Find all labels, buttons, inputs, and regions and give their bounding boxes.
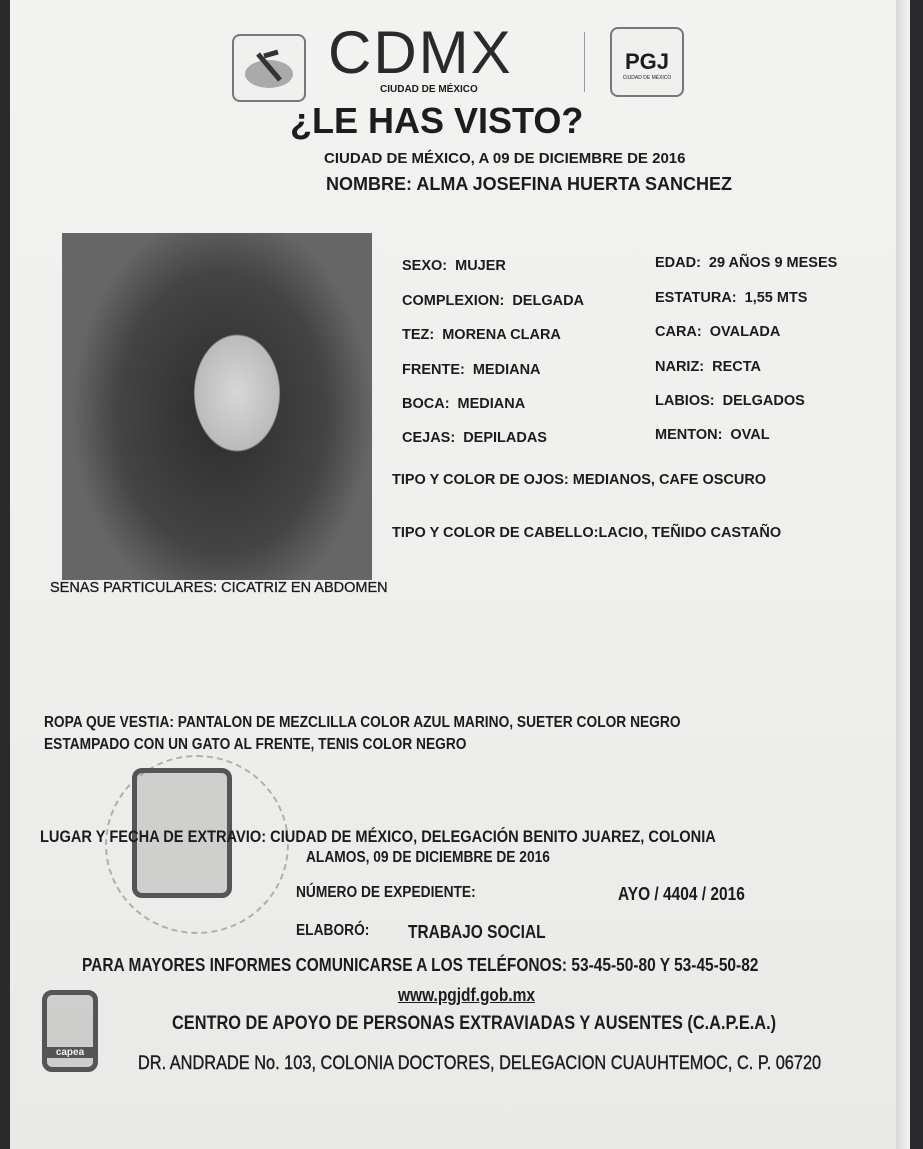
field-label: SEXO: [402,258,448,274]
center-name: CENTRO DE APOYO DE PERSONAS EXTRAVIADAS Y AUSENTES (C.A.P.E.A.) [172,1013,777,1034]
field-label: NARIZ: [655,359,705,375]
field-value: 29 AÑOS 9 MESES [708,255,838,271]
clothing-line-2: ESTAMPADO CON UN GATO AL FRENTE, TENIS COLOR NEGRO [44,736,467,753]
field-left-4 [402,396,525,412]
clothing-line-1: ROPA QUE VESTIA: PANTALON DE MEZCLILLA COLOR AZUL MARINO, SUETER COLOR NEGRO [44,714,681,731]
file-number-label: NÚMERO DE EXPEDIENTE: [296,884,476,901]
flyer-title: ¿LE HAS VISTO? [290,100,584,141]
missing-person-flyer [10,0,910,1149]
contact-phones: PARA MAYORES INFORMES COMUNICARSE A LOS TELÉFONOS: 53-45-50-80 Y 53-45-50-82 [82,955,759,975]
field-value: MEDIANA [457,396,526,412]
hair-field: TIPO Y COLOR DE CABELLO:LACIO, TEÑIDO CASTAÑO [392,525,782,541]
field-value: 1,55 MTS [744,290,808,306]
place-line-2: ALAMOS, 09 DE DICIEMBRE DE 2016 [306,849,550,866]
field-value: MUJER [455,258,506,274]
field-left-1 [402,293,584,309]
field-label: EDAD: [655,255,701,271]
cdmx-logo: CDMX [328,19,513,86]
field-value: MORENA CLARA [442,327,561,343]
field-label: CARA: [655,324,702,340]
field-label: CEJAS: [402,430,456,446]
field-right-3 [655,359,761,375]
field-value: RECTA [712,359,762,375]
field-label: BOCA: [402,396,450,412]
field-left-0 [402,258,506,274]
field-left-2 [402,327,561,343]
field-right-4 [655,393,805,409]
field-label: ESTATURA: [655,290,737,306]
field-value: DELGADOS [722,393,805,409]
field-value: OVAL [730,427,770,443]
author-value: TRABAJO SOCIAL [408,922,546,942]
website-link[interactable]: www.pgjdf.gob.mx [398,985,536,1005]
center-address: DR. ANDRADE No. 103, COLONIA DOCTORES, DELEGACION CUAUHTEMOC, C. P. 06720 [138,1053,822,1074]
paper-edge [896,0,910,1149]
capea-logo: capea [42,990,98,1072]
date-line: CIUDAD DE MÉXICO, A 09 DE DICIEMBRE DE 2016 [324,150,686,167]
cdmx-logo-subtitle: CIUDAD DE MÉXICO [380,84,478,95]
author-label: ELABORÓ: [296,922,370,939]
field-right-0 [655,255,837,271]
divider [584,32,585,92]
person-photo [62,233,372,580]
field-right-5 [655,427,770,443]
field-left-5 [402,430,547,446]
eyes-field: TIPO Y COLOR DE OJOS: MEDIANOS, CAFE OSCURO [392,472,767,488]
angel-emblem-logo [232,34,306,102]
field-value: DEPILADAS [463,430,547,446]
field-label: LABIOS: [655,393,715,409]
distinguishing-marks: SENAS PARTICULARES: CICATRIZ EN ABDOMEN [50,580,388,596]
pgj-logo: PGJ CIUDAD DE MÉXICO [610,27,684,97]
field-left-3 [402,362,541,378]
name-line: NOMBRE: ALMA JOSEFINA HUERTA SANCHEZ [326,174,732,194]
field-value: DELGADA [512,293,585,309]
field-value: OVALADA [709,324,781,340]
place-line-1: LUGAR Y FECHA DE EXTRAVIO: CIUDAD DE MÉXICO, DELEGACIÓN BENITO JUAREZ, COLONIA [40,827,716,846]
field-label: FRENTE: [402,362,465,378]
field-value: MEDIANA [472,362,541,378]
field-label: MENTON: [655,427,723,443]
field-label: TEZ: [402,327,435,343]
field-right-1 [655,290,807,306]
file-number-value: AYO / 4404 / 2016 [618,884,745,904]
field-right-2 [655,324,780,340]
field-label: COMPLEXION: [402,293,505,309]
